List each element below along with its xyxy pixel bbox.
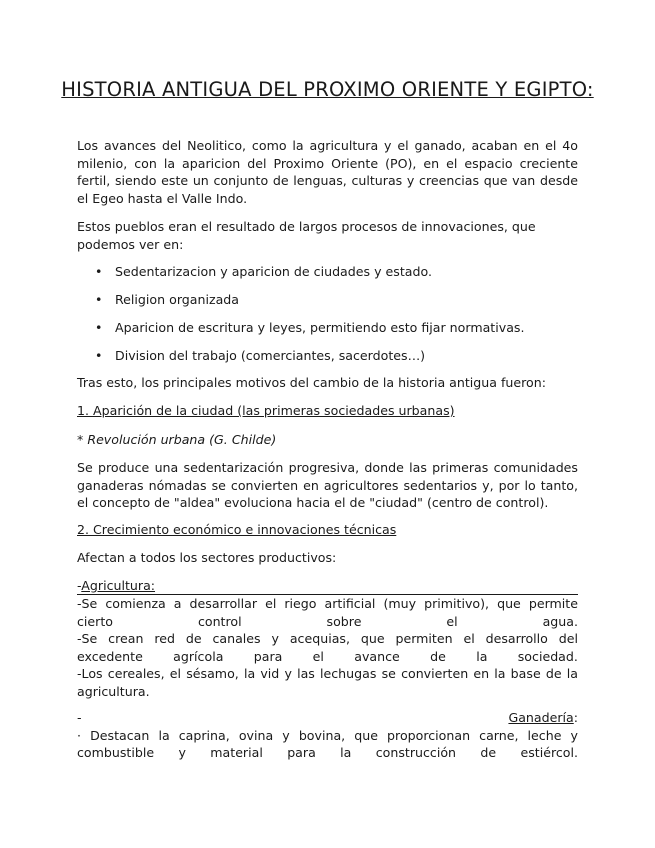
word: agrícola xyxy=(173,648,224,664)
word: cierto xyxy=(77,613,113,629)
livestock-colon: : xyxy=(573,710,578,725)
livestock-block xyxy=(77,709,578,762)
list-item-text: Aparicion de escritura y leyes, permitiendo esto fijar normativas. xyxy=(115,320,525,335)
page-title: HISTORIA ANTIGUA DEL PROXIMO ORIENTE Y EGIPTO: xyxy=(61,78,594,101)
livestock-line-2 xyxy=(77,744,578,762)
livestock-label-group xyxy=(508,709,578,727)
list-item xyxy=(77,291,578,309)
section1-subheading-text: Revolución urbana (G. Childe) xyxy=(87,432,277,447)
section2-heading-text: 2. Crecimiento económico e innovaciones técnicas xyxy=(77,522,397,537)
intro-paragraph: Los avances del Neolitico, como la agricultura y el ganado, acaban en el 4o milenio, con la aparicion del Proximo Oriente (PO), en el espacio creciente fertil, siendo este un conjunto de lenguas, culturas y creencias que van desde el Egeo hasta el Valle Indo. xyxy=(77,138,578,206)
agriculture-label: Agricultura: xyxy=(81,578,156,593)
word: el xyxy=(446,613,458,629)
word: la xyxy=(476,648,488,664)
word: para xyxy=(253,648,283,664)
agriculture-line-2 xyxy=(77,613,578,631)
agriculture-dash: - xyxy=(77,578,82,593)
agriculture-line-3: -Se crean red de canales y acequias, que permiten el desarrollo del xyxy=(77,631,578,646)
list-item-text: Division del trabajo (comerciantes, sacerdotes…) xyxy=(115,348,426,363)
livestock-label-line xyxy=(77,709,578,727)
bullet-icon: • xyxy=(95,348,103,363)
livestock-label: Ganadería xyxy=(508,710,574,725)
word: sociedad. xyxy=(517,648,578,664)
word: sobre xyxy=(326,613,362,629)
list-item-text: Sedentarizacion y aparicion de ciudades y estado. xyxy=(115,264,432,279)
agriculture-block xyxy=(77,577,578,700)
section1-heading xyxy=(77,402,578,420)
innovations-intro: Estos pueblos eran el resultado de largos procesos de innovaciones, que podemos ver en: xyxy=(77,219,536,252)
bullet-icon: • xyxy=(95,292,103,307)
word: construcción xyxy=(375,745,457,760)
subheading-marker: * xyxy=(77,432,88,447)
motives-intro: Tras esto, los principales motivos del cambio de la historia antigua fueron: xyxy=(77,375,546,390)
word: material xyxy=(210,745,263,760)
word: agua. xyxy=(542,613,578,629)
bullet-icon: • xyxy=(95,320,103,335)
agriculture-label-line xyxy=(77,577,578,595)
agriculture-line-4 xyxy=(77,648,578,666)
section2-intro: Afectan a todos los sectores productivos: xyxy=(77,550,337,565)
section2-heading xyxy=(77,521,578,539)
section1-heading-text: 1. Aparición de la ciudad (las primeras sociedades urbanas) xyxy=(77,403,455,418)
word: de xyxy=(480,745,497,760)
section1-subheading xyxy=(77,431,578,449)
word: la xyxy=(340,745,352,760)
livestock-dash: - xyxy=(77,710,82,725)
word: de xyxy=(430,648,446,664)
agriculture-line-5: -Los cereales, el sésamo, la vid y las lechugas se convierten en la base de la agricultura. xyxy=(77,666,578,699)
word: y xyxy=(178,745,186,760)
word: estiércol. xyxy=(520,745,578,760)
list-item xyxy=(77,347,578,365)
word: excedente xyxy=(77,648,143,664)
agriculture-line-1: -Se comienza a desarrollar el riego artificial (muy primitivo), que permite xyxy=(77,596,578,611)
word: para xyxy=(287,745,316,760)
list-item xyxy=(77,263,578,281)
list-item-text: Religion organizada xyxy=(115,292,240,307)
livestock-line-1: · Destacan la caprina, ovina y bovina, que proporcionan carne, leche y xyxy=(77,727,578,743)
section1-body: Se produce una sedentarización progresiva, donde las primeras comunidades ganaderas nómadas se convierten en agricultores sedentarios y, por lo tanto, el concepto de "aldea" evoluciona hacia el de "ciudad" (centro de control). xyxy=(77,460,578,510)
list-item xyxy=(77,319,578,337)
bullet-icon: • xyxy=(95,264,103,279)
word: avance xyxy=(354,648,400,664)
word: el xyxy=(312,648,324,664)
word: combustible xyxy=(77,745,155,760)
word: control xyxy=(197,613,242,629)
